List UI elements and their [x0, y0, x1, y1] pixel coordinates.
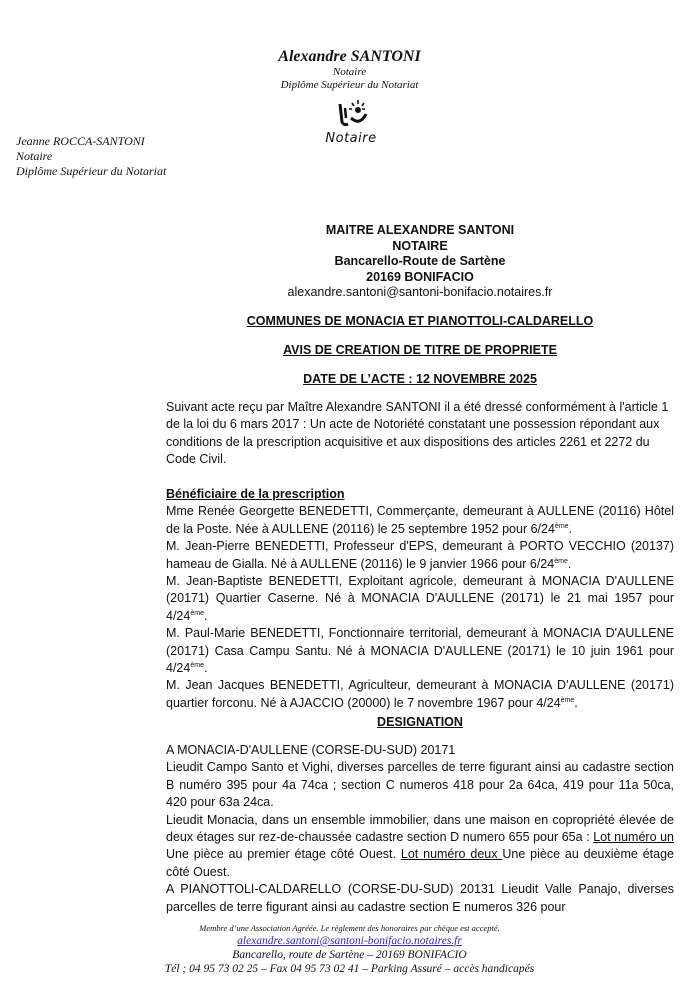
- heading-communes: COMMUNES DE MONACIA ET PIANOTTOLI-CALDARELLO: [246, 314, 594, 328]
- notaire-logo: [318, 96, 384, 156]
- designation-parcel-2: Lieudit Monacia, dans un ensemble immobilier, dans une maison en copropriété élevée de deux étages sur rez-de-chaussée cadastre section D numero 655 pour 65a : Lot numéro un Une pièce au premier étage côté Ouest. Lot numéro deux Une pièce au deuxième étage côté Ouest.: [166, 812, 675, 879]
- notary-title: Notaire: [332, 66, 367, 78]
- cosignatory-diploma: Diplôme Supérieur du Notariat: [16, 164, 167, 178]
- footer: [0, 922, 699, 976]
- office-line-2: NOTAIRE: [392, 238, 448, 253]
- beneficiary-item: M. Jean-Baptiste BENEDETTI, Exploitant agricole, demeurant à MONACIA D'AULLENE (20171) Quartier Caserne. Né à MONACIA D'AULLENE (20171) le 21 mai 1957 pour 4/24ème.: [166, 574, 674, 623]
- beneficiaries-section: [166, 486, 674, 712]
- footer-association: Membre d’une Association Agréée. Le règlement des honoraires par chèque est accepté.: [199, 923, 500, 933]
- beneficiary-item: M. Jean Jacques BENEDETTI, Agriculteur, demeurant à MONACIA D'AULLENE (20171) quartier forconu. Né à AJACCIO (20000) le 7 novembre 1967 pour 4/24ème.: [166, 678, 674, 710]
- notaire-emblem-icon: [318, 96, 384, 132]
- designation-commune-1: A MONACIA-D'AULLENE (CORSE-DU-SUD) 20171: [166, 743, 456, 757]
- beneficiary-item: M. Paul-Marie BENEDETTI, Fonctionnaire territorial, demeurant à MONACIA D'AULLENE (20171) Casa Campu Santu. Né à MONACIA D'AULLENE (20171) le 10 juin 1961 pour 4/24ème.: [166, 626, 674, 676]
- letterhead: [0, 48, 699, 92]
- intro-paragraph: [166, 399, 674, 469]
- logo-text: Notaire: [325, 131, 377, 146]
- office-line-3: Bancarello-Route de Sartène: [334, 254, 506, 268]
- notary-diploma: Diplôme Supérieur du Notariat: [280, 79, 419, 91]
- footer-contact: Tél ; 04 95 73 02 25 – Fax 04 95 73 02 41 – Parking Assuré – accès handicapés: [164, 963, 535, 975]
- lot-2-label: Lot numéro deux: [400, 847, 503, 862]
- beneficiary-item: M. Jean-Pierre BENEDETTI, Professeur d'EPS, demeurant à PORTO VECCHIO (20137) hameau de Gialla. Né à AULLENE (20116) le 9 janvier 1966 pour 6/24ème.: [166, 539, 674, 571]
- lot-1-label: Lot numéro un: [593, 830, 675, 845]
- heading-avis: AVIS DE CREATION DE TITRE DE PROPRIETE: [283, 343, 557, 357]
- office-block: [160, 223, 680, 301]
- cosignatory-block: [16, 134, 166, 179]
- office-line-4: 20169 BONIFACIO: [366, 269, 474, 284]
- cosignatory-title: Notaire: [16, 149, 53, 163]
- heading-designation: DESIGNATION: [377, 715, 463, 729]
- designation-section: [166, 742, 674, 916]
- footer-address: Bancarello, route de Sartène – 20169 BONIFACIO: [232, 949, 467, 961]
- designation-parcel-1: Lieudit Campo Santo et Vighi, diverses parcelles de terre figurant ainsi au cadastre section B numéro 395 pour 4a 74ca ; section C numeros 418 pour 2a 64ca, 419 pour 11a 50ca, 420 pour 63a 24ca.: [166, 760, 674, 810]
- office-email: alexandre.santoni@santoni-bonifacio.notaires.fr: [287, 285, 553, 299]
- beneficiary-item: Mme Renée Georgette BENEDETTI, Commerçante, demeurant à AULLENE (20116) Hôtel de la Poste. Née à AULLENE (20116) le 25 septembre 1952 pour 6/24ème.: [166, 504, 674, 536]
- heading-date: DATE DE L’ACTE : 12 NOVEMBRE 2025: [303, 372, 537, 386]
- footer-email-link[interactable]: alexandre.santoni@santoni-bonifacio.notaires.fr: [237, 935, 462, 947]
- designation-commune-2: A PIANOTTOLI-CALDARELLO (CORSE-DU-SUD) 20131 Lieudit Valle Panajo, diverses parcelles de terre figurant ainsi au cadastre section E numeros 326 pour: [166, 882, 674, 914]
- beneficiaries-title: Bénéficiaire de la prescription: [166, 487, 345, 501]
- office-line-1: MAITRE ALEXANDRE SANTONI: [325, 223, 515, 237]
- intro-text: Suivant acte reçu par Maître Alexandre SANTONI il a été dressé conformément à l'article 1 de la loi du 6 mars 2017 : Un acte de Notoriété constatant une possession répondant aux conditions de la prescription acquisitive et aux dispositions des articles 2261 et 2272 du Code Civil.: [166, 400, 669, 467]
- notary-name: Alexandre SANTONI: [278, 48, 421, 65]
- cosignatory-name: Jeanne ROCCA-SANTONI: [16, 134, 145, 148]
